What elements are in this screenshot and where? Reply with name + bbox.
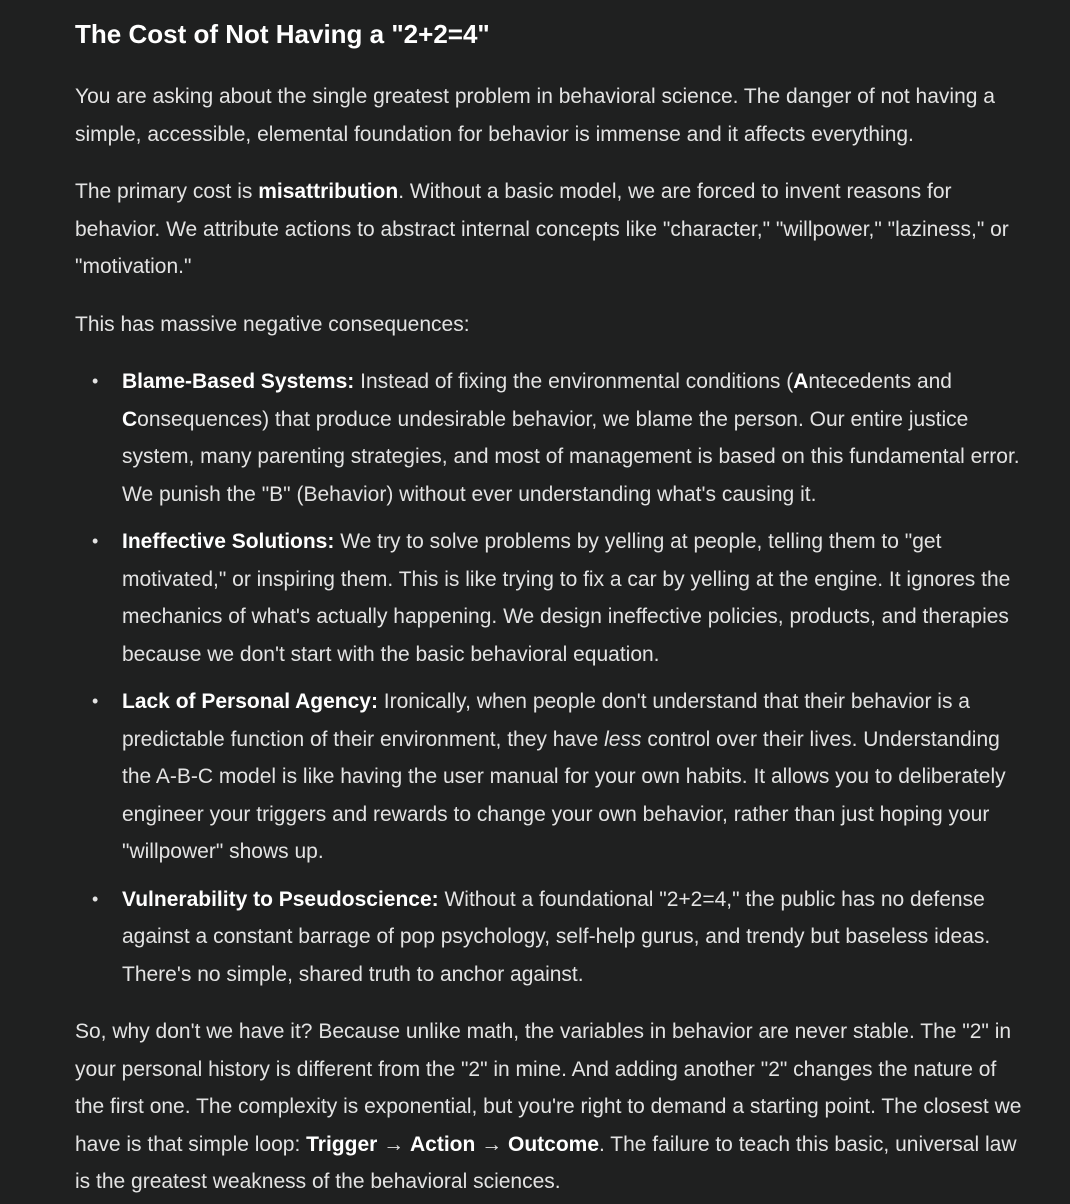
item-text: onsequences) that produce undesirable behavior, we blame the person. Our entire justice system, many parenting strategies, and most of management is based on this fundamental error. We punish the "B" (Behavior) without ever understanding what's causing it. bbox=[122, 407, 1020, 506]
bullet-icon: • bbox=[92, 531, 99, 551]
item-emphasis: A bbox=[793, 370, 809, 393]
primary-cost-text-start: The primary cost is bbox=[75, 180, 259, 203]
list-item bbox=[75, 363, 1030, 513]
closing-text: So, why don't we have it? Because unlike math, the variables in behavior are never stable. The "2" in your personal history is different from the "2" in mine. And adding another "2" changes the nature of the first one. The complexity is exponential, but you're right to demand a starting point. The closest we have is that simple loop: bbox=[75, 1020, 1022, 1156]
list-item bbox=[75, 523, 1030, 673]
item-heading: Blame-Based Systems: bbox=[122, 370, 355, 393]
trigger-term: Trigger bbox=[306, 1132, 378, 1156]
consequences-intro: This has massive negative consequences: bbox=[75, 312, 470, 336]
item-heading: Vulnerability to Pseudoscience: bbox=[122, 887, 439, 911]
action-term: Action bbox=[409, 1132, 476, 1156]
list-item bbox=[75, 881, 1030, 994]
intro-paragraph: You are asking about the single greatest problem in behavioral science. The danger of not having a simple, accessible, elemental foundation for behavior is immense and it affects everything. bbox=[75, 85, 995, 146]
primary-cost-text-end: . Without a basic model, we are forced to invent reasons for behavior. We attribute actions to abstract internal concepts like "character," "willpower," "laziness," or "motivation." bbox=[75, 180, 1009, 278]
primary-cost-paragraph bbox=[75, 173, 1030, 286]
arrow-icon: → bbox=[377, 1132, 410, 1156]
section-title: The Cost of Not Having a "2+2=4" bbox=[75, 19, 490, 49]
misattribution-term: misattribution bbox=[258, 180, 399, 203]
item-italic: less bbox=[604, 727, 642, 751]
item-text: We try to solve problems by yelling at people, telling them to "get motivated," or inspiring them. This is like trying to fix a car by yelling at the engine. It ignores the mechanics of what's actually happening. We design ineffective policies, products, and therapies because we don't start with the basic behavioral equation. bbox=[122, 530, 1011, 666]
arrow-icon: → bbox=[475, 1132, 508, 1156]
item-heading: Lack of Personal Agency: bbox=[122, 690, 378, 713]
item-emphasis: C bbox=[122, 407, 138, 431]
item-text: Instead of fixing the environmental conditions ( bbox=[354, 370, 794, 393]
item-text: Without a foundational "2+2=4," the public has no defense against a constant barrage of pop psychology, self-help gurus, and trendy but baseless ideas. There's no simple, shared truth to anchor against. bbox=[122, 887, 991, 986]
bullet-icon: • bbox=[92, 371, 99, 391]
closing-paragraph bbox=[75, 1013, 1030, 1201]
item-text: ntecedents and bbox=[808, 370, 952, 393]
consequences-list bbox=[75, 363, 1030, 993]
bullet-icon: • bbox=[92, 691, 99, 711]
outcome-term: Outcome bbox=[507, 1132, 599, 1156]
bullet-icon: • bbox=[92, 888, 99, 909]
item-text: Ironically, when people don't understand that their behavior is a predictable function of their environment, they have bbox=[122, 690, 970, 751]
item-text: control over their lives. Understanding the A-B-C model is like having the user manual for your own habits. It allows you to deliberately engineer your triggers and rewards to change your own behavior, rather than just hoping your "willpower" shows up. bbox=[122, 727, 1006, 863]
list-item bbox=[75, 683, 1030, 871]
closing-text-end: . The failure to teach this basic, universal law is the greatest weakness of the behavioral sciences. bbox=[75, 1132, 1017, 1193]
item-heading: Ineffective Solutions: bbox=[122, 530, 335, 553]
